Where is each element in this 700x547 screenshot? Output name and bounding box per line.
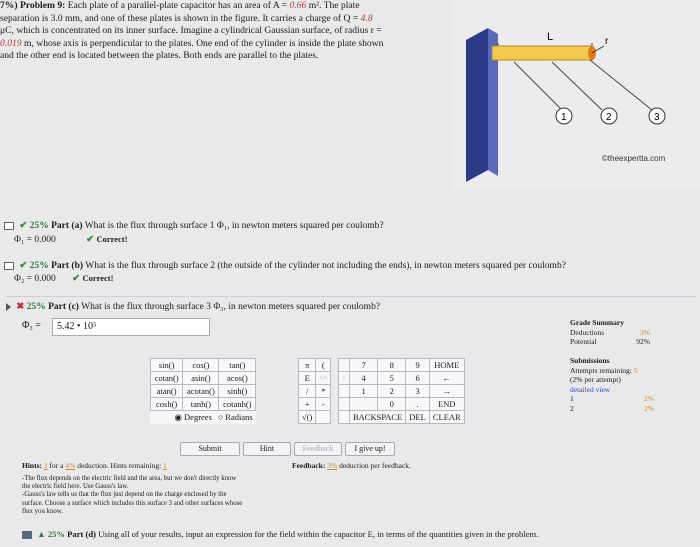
key-1[interactable]: 1 (350, 385, 378, 398)
digit-keypad (338, 358, 465, 424)
key-tan[interactable]: tan() (219, 359, 256, 372)
key-7[interactable]: 7 (350, 359, 378, 372)
key-e[interactable]: E (299, 372, 316, 385)
key-dot[interactable]: . (406, 398, 430, 411)
key-blank[interactable] (350, 398, 378, 411)
part-c-panel: ✖ 25% Part (c) What is the flux through surface 3 Φ₃, in newton meters squared per coulomb? (6, 296, 696, 510)
radians-radio-icon[interactable]: ○ (218, 411, 224, 422)
submission-row: 1 2% (570, 394, 654, 403)
function-keypad (150, 358, 256, 424)
part-b-answer: Φ₂ = 0.000 (14, 274, 56, 284)
key-backspace[interactable]: BACKSPACE (350, 411, 406, 424)
key-power[interactable]: ^^ (316, 372, 331, 385)
submissions-summary: Submissions Attempts remaining: 5 (2% per attempt) detailed view 1 2% 2 2% (570, 356, 654, 413)
key-clear[interactable]: CLEAR (429, 411, 464, 424)
length-label: L (547, 31, 554, 43)
hint-line: surface. Choose a surface which includes this surface 3 and other surfaces whose (22, 499, 243, 507)
hint-line: -The flux depends on the electric field and the area, but we don't directly know (22, 475, 237, 482)
constant-keypad (298, 358, 331, 424)
detailed-view-link[interactable]: detailed view (570, 384, 611, 394)
submission-row: 2 2% (570, 403, 654, 413)
part-a: ✔ 25% Part (a) What is the flux through surface 1 Φ₁, in newton meters squared per coulomb? Φ₁ = 0.000 ✔ Correct! (4, 220, 444, 245)
key-sin[interactable]: sin() (151, 359, 183, 372)
key-0[interactable]: 0 (378, 398, 406, 411)
key-blank[interactable] (339, 411, 350, 424)
pending-icon: ✖ (16, 302, 25, 312)
key-9[interactable]: 9 (406, 359, 430, 372)
checkmark-icon: ✔ (19, 221, 28, 231)
key-blank[interactable] (339, 359, 350, 372)
surface-3-label: 3 (654, 112, 660, 123)
charge-value: 4.8 (360, 12, 373, 24)
key-end[interactable]: END (429, 398, 464, 411)
angle-mode: ◉ Degrees ○ Radians (174, 411, 253, 422)
key-caret[interactable]: ^ (339, 372, 350, 385)
key-blank[interactable] (339, 385, 350, 398)
radius-value: 0.019 (0, 37, 22, 49)
gaussian-cylinder (492, 46, 592, 60)
key-tanh[interactable]: tanh() (183, 398, 219, 411)
key-open-paren[interactable]: ( (316, 359, 331, 372)
problem-line-3: μC, which is concentrated on its inner surface. Imagine a cylindrical Gaussian surface, of radius r = (0, 25, 382, 36)
problem-line-4: 0.019 m, whose axis is perpendicular to the plates. One end of the cylinder is inside the plate shown (0, 37, 384, 49)
surface-1-label: 1 (561, 112, 567, 123)
key-4[interactable]: 4 (350, 372, 378, 385)
key-del[interactable]: DEL (406, 411, 430, 424)
key-6[interactable]: 6 (406, 372, 430, 385)
key-blank[interactable] (316, 411, 331, 424)
key-sinh[interactable]: sinh() (219, 385, 256, 398)
expand-arrow-icon[interactable] (6, 303, 11, 311)
key-acos[interactable]: acos() (219, 372, 256, 385)
part-a-status: Correct! (96, 234, 128, 244)
hint-button[interactable]: Hint (243, 442, 291, 456)
part-c-answer-input[interactable]: 5.42 • 10⁵ (52, 318, 210, 336)
area-value: 0.66 (289, 0, 307, 11)
key-2[interactable]: 2 (378, 385, 406, 398)
key-8[interactable]: 8 (378, 359, 406, 372)
key-atan[interactable]: atan() (151, 385, 183, 398)
hint-line: the electric field here. Use Gauss's law. (22, 483, 129, 491)
hints-line: Hints: 2 for a 4% deduction. Hints remaining: 1 (22, 461, 167, 470)
key-plus[interactable]: + (299, 398, 316, 411)
part-b-toggle-icon[interactable] (4, 262, 14, 270)
feedback-line: Feedback: 3% deduction per feedback. (292, 461, 411, 470)
key-divide[interactable]: / (299, 385, 316, 398)
attempts-row: Attempts remaining: 5 (570, 365, 638, 375)
key-home[interactable]: HOME (429, 359, 464, 372)
degrees-radio-icon[interactable]: ◉ (174, 411, 182, 422)
key-sqrt[interactable]: √() (299, 411, 316, 424)
feedback-button[interactable]: Feedback (294, 442, 342, 456)
key-acotan[interactable]: acotan() (183, 385, 219, 398)
pending-icon: ▲ (37, 529, 46, 539)
key-cotanh[interactable]: cotanh() (219, 398, 256, 411)
problem-line-5: and the other end is located between the plates. Both ends are parallel to the plates. (0, 50, 319, 61)
submit-button[interactable]: Submit (180, 442, 240, 456)
correct-check-icon: ✔ (86, 235, 95, 245)
copyright-text: ©theexpertta.com (602, 154, 666, 163)
surface-2-label: 2 (606, 112, 612, 123)
part-a-toggle-icon[interactable] (4, 222, 14, 230)
correct-check-icon: ✔ (72, 274, 81, 284)
radius-label: r (605, 36, 609, 47)
part-d: ▲ 25% Part (d) Using all of your results, input an expression for the field within the capacitor E, in terms of the quantities given in the problem. (22, 529, 698, 539)
give-up-button[interactable]: I give up! (345, 442, 395, 456)
problem-figure (452, 0, 700, 190)
problem-line-1: 7%) Problem 9: Each plate of a parallel-plate capacitor has an area of A = 0.66 m². The plate (0, 0, 360, 11)
key-pi[interactable]: π (299, 359, 316, 372)
key-cosh[interactable]: cosh() (151, 398, 183, 411)
key-cos[interactable]: cos() (183, 359, 219, 372)
key-5[interactable]: 5 (378, 372, 406, 385)
key-blank[interactable] (339, 398, 350, 411)
problem-line-2: separation is 3.0 mm, and one of these plates is shown in the figure. It carries a charge of Q = 4.8 (0, 12, 373, 24)
capacitor-plate-figure (452, 0, 700, 190)
part-b-status: Correct! (82, 273, 114, 283)
grade-summary-title: Grade Summary (570, 318, 624, 327)
grade-summary (570, 318, 650, 347)
key-left[interactable]: ← (429, 372, 464, 385)
key-right[interactable]: → (429, 385, 464, 398)
key-minus[interactable]: - (316, 398, 331, 411)
plate-side (466, 28, 488, 182)
checkmark-icon: ✔ (19, 261, 28, 271)
hint-line: flux you know. (22, 507, 63, 515)
part-b: ✔ 25% Part (b) What is the flux through surface 2 (the outside of the cylinder not including the ends), in newton meters squared per coulomb? Φ₂ = 0.000 ✔ Correct! (4, 260, 694, 284)
potential-row: Potential 92% (570, 337, 650, 346)
hint-line: -Gauss's law tells us that the flux just depend on the charge enclosed by the (22, 491, 227, 499)
part-d-toggle-icon[interactable] (22, 531, 32, 539)
problem-number: 7%) Problem 9: (0, 0, 66, 11)
key-multiply[interactable]: * (316, 385, 331, 398)
key-cotan[interactable]: cotan() (151, 372, 183, 385)
deductions-row: Deductions 3% (570, 327, 650, 337)
key-3[interactable]: 3 (406, 385, 430, 398)
problem-statement (0, 0, 440, 63)
key-asin[interactable]: asin() (183, 372, 219, 385)
part-c-answer-label: Φ₃ = (22, 320, 41, 331)
hint-text (22, 475, 302, 516)
part-a-answer: Φ₁ = 0.000 (14, 235, 56, 245)
